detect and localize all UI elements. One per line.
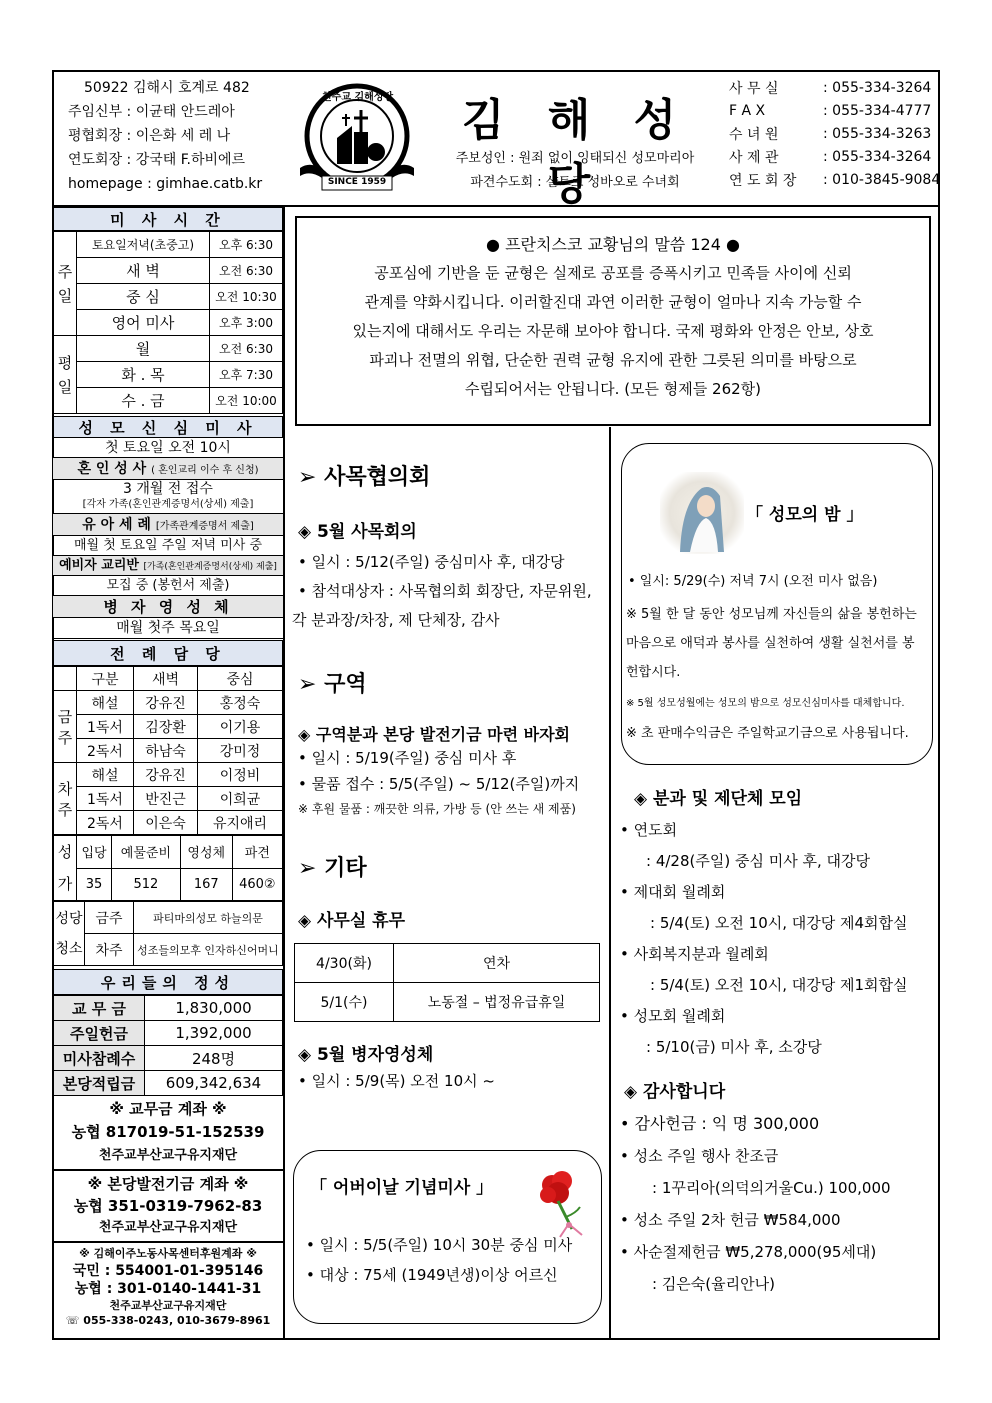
prep-title xyxy=(53,556,283,576)
sunday-label: 주 일 xyxy=(54,232,77,336)
mary-night-line: ※ 5월 한 달 동안 성모님께 자신들의 삶을 봉헌하는 xyxy=(626,607,917,622)
choir-header: 파견 xyxy=(232,836,282,869)
diamond-icon: ◈ xyxy=(298,1045,317,1065)
mass-time: 오전 6:30 xyxy=(210,336,283,362)
choir-value: 167 xyxy=(180,868,232,901)
account-2-title: ※ 본당발전기금 계좌 ※ xyxy=(87,1175,249,1193)
account-3-title: ※ 김해이주노동사목센터후원계좌 ※ xyxy=(79,1247,257,1260)
liturgy-cell: 홍정숙 xyxy=(198,691,283,715)
thanks-line: : 김은숙(율리안나) xyxy=(652,1275,775,1293)
choir-label: 성 가 xyxy=(54,836,77,901)
homepage[interactable]: homepage : gimhae.catb.kr xyxy=(68,176,263,192)
group-name: • 성모회 월례회 xyxy=(620,1007,726,1025)
wedding-title-text: 혼 인 성 사 xyxy=(77,461,147,477)
diamond-icon: ◈ xyxy=(634,789,653,809)
choir-value: 35 xyxy=(77,868,112,901)
council-heading xyxy=(298,460,608,491)
offering-title: 우리들의 정성 xyxy=(53,969,283,995)
pope-quote-box xyxy=(295,216,931,426)
thanks-line: • 사순절제헌금 ₩5,278,000(95세대) xyxy=(620,1243,877,1261)
group-name: • 사회복지분과 월례회 xyxy=(620,945,769,963)
pope-quote-line: 공포심에 기반을 둔 균형은 실제로 공포를 증폭시키고 민족들 사이에 신뢰 xyxy=(374,264,852,282)
mass-name: 중 심 xyxy=(77,284,210,310)
contact-label: 사 제 관 xyxy=(729,149,779,166)
closed-reason: 노동절 – 법정유급휴일 xyxy=(394,983,600,1022)
contact-value: : 010-3845-9084 xyxy=(823,171,941,188)
religious-order: 파견수도회 : 샬트르 성바오로 수녀회 xyxy=(470,175,680,190)
pope-quote-line: 수립되어서는 안됩니다. (모든 형제들 262항) xyxy=(464,380,762,398)
cleaning-table xyxy=(53,901,283,966)
choir-header: 예물준비 xyxy=(112,836,181,869)
cleaning-week: 금주 xyxy=(85,902,134,934)
liturgy-cell: 강미정 xyxy=(198,739,283,763)
contact-value: : 055-334-3263 xyxy=(823,125,932,142)
mass-name: 토요일저녁(초중고) xyxy=(77,232,210,258)
this-week-label: 금 주 xyxy=(54,691,77,763)
liturgy-role: 2독서 xyxy=(77,811,134,835)
mary-night-line: 마음으로 애덕과 봉사를 실천하여 생활 실천서를 봉 xyxy=(626,636,915,651)
header-sub xyxy=(440,147,710,195)
cleaning-week: 차주 xyxy=(85,934,134,966)
mass-time: 오후 6:30 xyxy=(210,232,283,258)
diamond-icon: ◈ xyxy=(298,911,317,931)
office-closed-table xyxy=(294,943,600,1022)
council-line: • 참석대상자 : 사목협의회 회장단, 자문위원, xyxy=(298,582,592,600)
pope-quote-line: 파괴나 전멸의 위협, 단순한 권력 균형 유지에 관한 그릇된 의미를 바탕으로 xyxy=(369,351,857,369)
prep-text: 모집 중 (봉헌서 제출) xyxy=(53,576,283,596)
thanks-heading xyxy=(624,1077,935,1102)
wedding-text: 3 개월 전 접수 xyxy=(123,481,213,497)
contact-list xyxy=(727,76,942,191)
council-sub-text: 5월 사목회의 xyxy=(317,522,417,542)
liturgy-header: 중심 xyxy=(198,667,283,691)
sick-communion-heading xyxy=(298,1040,608,1065)
right-column xyxy=(620,784,935,1300)
liturgy-cell: 김장환 xyxy=(133,715,197,739)
liturgy-role: 해설 xyxy=(77,763,134,787)
left-column-divider xyxy=(283,205,285,1340)
contact-value: : 055-334-3264 xyxy=(823,79,932,96)
main-column-divider xyxy=(609,427,611,1340)
offering-label: 주일헌금 xyxy=(54,1021,145,1046)
left-column xyxy=(53,207,283,1328)
liturgy-cell: 이은숙 xyxy=(133,811,197,835)
mass-time: 오전 10:00 xyxy=(210,388,283,414)
mary-night-line: • 일시: 5/29(수) 저녁 7시 (오전 미사 없음) xyxy=(628,574,878,589)
district-heading-text: 구역 xyxy=(324,672,367,697)
account-2-number: 농협 351-0319-7962-83 xyxy=(73,1197,263,1215)
liturgy-cell: 강유진 xyxy=(133,691,197,715)
group-detail: : 5/4(토) 오전 10시, 대강당 제4회합실 xyxy=(650,914,908,932)
liturgy-cell: 반진근 xyxy=(133,787,197,811)
arrow-icon: ➢ xyxy=(298,672,325,697)
mass-name: 새 벽 xyxy=(77,258,210,284)
wedding-note: ( 혼인교리 이수 후 신청) xyxy=(151,465,259,476)
parish-logo xyxy=(292,80,422,196)
council-president: 평협회장 : 이은화 세 레 나 xyxy=(68,128,231,144)
contact-value: : 055-334-3264 xyxy=(823,148,932,165)
middle-column xyxy=(292,460,608,1096)
other-heading-text: 기타 xyxy=(324,856,367,881)
mary-night-box xyxy=(621,443,933,765)
closed-date: 5/1(수) xyxy=(295,983,394,1022)
closed-reason: 연차 xyxy=(394,944,600,983)
mass-time: 오전 10:30 xyxy=(210,284,283,310)
thanks-line: • 성소 주일 2차 헌금 ₩584,000 xyxy=(620,1211,841,1229)
account-3-phone xyxy=(53,1313,283,1328)
mass-time: 오후 7:30 xyxy=(210,362,283,388)
diamond-icon: ◈ xyxy=(624,1082,643,1102)
prep-note: [가족(혼인관계증명서(상세) 제출] xyxy=(143,562,277,572)
thanks-line: • 성소 주일 행사 찬조금 xyxy=(620,1147,779,1165)
pope-quote-title: ● 프란치스코 교황님의 말씀 124 ● xyxy=(486,235,740,254)
liturgy-cell: 강유진 xyxy=(133,763,197,787)
baptism-title-text: 유 아 세 례 xyxy=(82,517,151,533)
mary-night-note: ※ 초 판매수익금은 주일학교기금으로 사용됩니다. xyxy=(626,726,909,741)
office-closed-heading xyxy=(298,906,608,931)
liturgy-cell: 유지애리 xyxy=(198,811,283,835)
patron-saint: 주보성인 : 원죄 없이 잉태되신 성모마리아 xyxy=(455,151,695,166)
liturgy-role: 1독서 xyxy=(77,715,134,739)
logo-text: 천주교 김해성당 xyxy=(322,92,394,103)
account-1 xyxy=(53,1096,283,1171)
contact-value: : 055-334-4777 xyxy=(823,102,932,119)
liturgy-header: 구분 xyxy=(77,667,134,691)
mass-name: 수 . 금 xyxy=(77,388,210,414)
cleaning-label: 성당 청소 xyxy=(54,902,85,966)
elder-president: 연도회장 : 강국태 F.하비에르 xyxy=(68,152,246,168)
parents-day-box xyxy=(293,1150,602,1324)
offering-label: 미사참례수 xyxy=(54,1046,145,1071)
account-3-owner: 천주교부산교구유지재단 xyxy=(109,1299,227,1312)
group-name: • 제대회 월례회 xyxy=(620,883,726,901)
group-detail: : 5/10(금) 미사 후, 소강당 xyxy=(646,1038,822,1056)
pope-quote-line: 있는지에 대해서도 우리는 자문해 보아야 합니다. 국제 평화와 안정은 안보, 상호 xyxy=(352,322,874,340)
offering-value: 1,392,000 xyxy=(145,1021,283,1046)
group-detail: : 4/28(주일) 중심 미사 후, 대강당 xyxy=(646,852,870,870)
groups-heading xyxy=(634,784,935,809)
mary-night-note: ※ 5월 성모성월에는 성모의 밤으로 성모신심미사를 대체합니다. xyxy=(626,698,905,709)
district-line: • 일시 : 5/19(주일) 중심 미사 후 xyxy=(298,749,517,767)
cleaning-group: 성조들의모후 인자하신어머니 xyxy=(134,934,283,966)
closed-date: 4/30(화) xyxy=(295,944,394,983)
pastor: 주임신부 : 이균태 안드레아 xyxy=(68,104,235,120)
offering-value: 609,342,634 xyxy=(145,1071,283,1096)
mass-name: 영어 미사 xyxy=(77,310,210,336)
baptism-title xyxy=(53,514,283,536)
thanks-line: : 1꾸리아(의덕의거울Cu.) 100,000 xyxy=(652,1179,891,1197)
carnation-icon xyxy=(532,1163,592,1241)
liturgy-cell: 이정비 xyxy=(198,763,283,787)
account-3-number-2: 농협 : 301-0140-1441-31 xyxy=(74,1281,262,1297)
header-info xyxy=(68,76,262,196)
sick-communion-line: • 일시 : 5/9(목) 오전 10시 ~ xyxy=(298,1072,495,1090)
mass-table xyxy=(53,231,283,414)
mary-mass-title: 성 모 신 심 미 사 xyxy=(53,416,283,438)
mass-time: 오후 3:00 xyxy=(210,310,283,336)
liturgy-cell: 이희균 xyxy=(198,787,283,811)
mass-name: 화 . 목 xyxy=(77,362,210,388)
offering-label: 교 무 금 xyxy=(54,996,145,1021)
mary-image xyxy=(660,472,744,554)
wedding-sub: [각자 가족(혼인관계증명서(상세) 제출] xyxy=(53,498,283,514)
mass-time: 오전 6:30 xyxy=(210,258,283,284)
account-1-owner: 천주교부산교구유지재단 xyxy=(98,1148,238,1163)
district-sub-text: 구역분과 본당 발전기금 마련 바자회 xyxy=(315,725,570,744)
offering-table xyxy=(53,995,283,1096)
liturgy-cell: 하남숙 xyxy=(133,739,197,763)
mary-night-line: 헌합시다. xyxy=(626,665,681,680)
phone-icon: ☏ xyxy=(65,1314,80,1327)
account-1-number: 농협 817019-51-152539 xyxy=(71,1123,265,1141)
group-name: • 연도회 xyxy=(620,821,678,839)
liturgy-cell: 이기용 xyxy=(198,715,283,739)
choir-value: 512 xyxy=(112,868,181,901)
arrow-icon: ➢ xyxy=(298,856,325,881)
wedding-title xyxy=(53,458,283,480)
district-sub xyxy=(298,722,608,745)
liturgy-role: 2독서 xyxy=(77,739,134,763)
pope-quote-line: 관계를 약화시킵니다. 이러할진대 과연 이러한 균형이 얼마나 지속 가능할 수 xyxy=(364,293,862,311)
group-detail: : 5/4(토) 오전 10시, 대강당 제1회합실 xyxy=(650,976,908,994)
diamond-icon: ◈ xyxy=(298,522,317,542)
offering-value: 248명 xyxy=(145,1046,283,1071)
account-3-number-1: 국민 : 554001-01-395146 xyxy=(72,1263,264,1279)
address: 50922 김해시 호계로 482 xyxy=(84,80,250,96)
liturgy-table xyxy=(53,666,283,835)
parents-day-line: • 대상 : 75세 (1949년생)이상 어르신 xyxy=(306,1266,558,1284)
liturgy-header: 새벽 xyxy=(133,667,197,691)
council-sub xyxy=(298,517,608,542)
parents-day-line: • 일시 : 5/5(주일) 10시 30분 중심 미사 xyxy=(306,1236,573,1254)
contact-label: 사 무 실 xyxy=(729,80,779,97)
district-heading xyxy=(298,667,608,698)
choir-value: 460② xyxy=(232,868,282,901)
choir-header: 영성체 xyxy=(180,836,232,869)
baptism-text: 매월 첫 토요일 주일 저녁 미사 중 xyxy=(53,536,283,556)
next-week-label: 차 주 xyxy=(54,763,77,835)
weekday-label: 평 일 xyxy=(54,336,77,414)
arrow-icon: ➢ xyxy=(298,465,325,490)
account-3 xyxy=(53,1243,283,1328)
offering-label: 본당적립금 xyxy=(54,1071,145,1096)
account-3-phone-text: 055-338-0243, 010-3679-8961 xyxy=(83,1314,271,1327)
liturgy-role: 1독서 xyxy=(77,787,134,811)
contact-label: 수 녀 원 xyxy=(729,126,779,143)
sick-text: 매월 첫주 목요일 xyxy=(53,618,283,639)
thanks-line: • 감사헌금 : 익 명 300,000 xyxy=(620,1114,820,1133)
choir-header: 입당 xyxy=(77,836,112,869)
cleaning-group: 파티마의성모 하늘의문 xyxy=(134,902,283,934)
district-note: ※ 후원 물품 : 깨끗한 의류, 가방 등 (안 쓰는 새 제품) xyxy=(298,802,576,816)
parents-day-title: 「 어버이날 기념미사 」 xyxy=(310,1178,494,1198)
account-2-owner: 천주교부산교구유지재단 xyxy=(98,1220,238,1235)
council-line: 각 분과장/차장, 제 단체장, 감사 xyxy=(292,611,500,629)
thanks-heading-text: 감사합니다 xyxy=(643,1082,726,1102)
contact-label: 연 도 회 장 xyxy=(729,172,797,189)
mass-name: 월 xyxy=(77,336,210,362)
account-2 xyxy=(53,1171,283,1243)
other-heading xyxy=(298,851,608,882)
liturgy-role: 해설 xyxy=(77,691,134,715)
account-1-title: ※ 교무금 계좌 ※ xyxy=(109,1100,227,1118)
prep-title-text: 예비자 교리반 xyxy=(59,558,139,573)
offering-value: 1,830,000 xyxy=(145,996,283,1021)
office-closed-heading-text: 사무실 휴무 xyxy=(317,911,406,931)
groups-heading-text: 분과 및 제단체 모임 xyxy=(653,789,803,809)
diamond-icon: ◈ xyxy=(298,725,316,744)
mary-night-title: 「 성모의 밤 」 xyxy=(746,505,864,525)
council-line: • 일시 : 5/12(주일) 중심미사 후, 대강당 xyxy=(298,553,565,571)
sick-title: 병 자 영 성 체 xyxy=(53,596,283,618)
mary-night-text xyxy=(626,600,917,687)
council-heading-text: 사목협의회 xyxy=(324,465,431,490)
page-title: 김 해 성 당 xyxy=(461,95,691,210)
contact-label: F A X xyxy=(729,102,766,119)
logo-since: SINCE 1959 xyxy=(327,177,387,187)
sick-communion-heading-text: 5월 병자영성체 xyxy=(317,1045,434,1065)
mass-title: 미 사 시 간 xyxy=(53,207,283,231)
liturgy-title: 전 례 담 당 xyxy=(53,640,283,666)
baptism-note: [가족관계증명서 제출] xyxy=(155,521,254,532)
mary-mass-text: 첫 토요일 오전 10시 xyxy=(53,438,283,458)
district-line: • 물품 접수 : 5/5(주일) ~ 5/12(주일)까지 xyxy=(298,775,580,793)
choir-table xyxy=(53,835,283,901)
